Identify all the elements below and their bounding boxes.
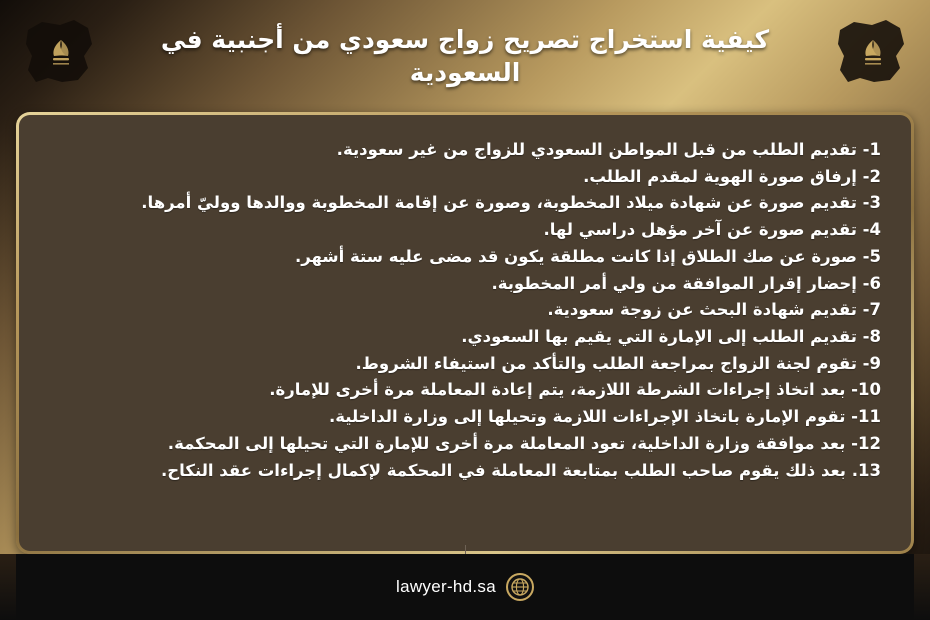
list-item: 10- بعد اتخاذ إجراءات الشرطة اللازمة، يتم إعادة المعاملة مرة أخرى للإمارة. — [269, 380, 881, 400]
footer-stripe-left — [0, 554, 16, 620]
list-item: 12- بعد موافقة وزارة الداخلية، تعود المعاملة مرة أخرى للإمارة التي تحيلها إلى المحكمة. — [167, 433, 881, 453]
footer — [0, 554, 930, 620]
list-item: 7- تقديم شهادة البحث عن زوجة سعودية. — [547, 300, 881, 320]
content-panel — [19, 115, 911, 551]
divider-tick — [465, 545, 466, 554]
globe-icon — [506, 573, 534, 601]
footer-stripe-right — [914, 554, 930, 620]
list-item: 3- تقديم صورة عن شهادة ميلاد المخطوبة، وصورة عن إقامة المخطوبة ووالدها ووليّ أمرها. — [141, 193, 881, 213]
site-name: lawyer-hd.sa — [396, 577, 496, 596]
list-item: 13. بعد ذلك يقوم صاحب الطلب بمتابعة المعاملة في المحكمة لإكمال إجراءات عقد النكاح. — [161, 460, 881, 480]
list-item: 11- تقوم الإمارة باتخاذ الإجراءات اللازمة وتحيلها إلى وزارة الداخلية. — [328, 407, 881, 427]
header — [0, 0, 930, 112]
list-item: 9- تقوم لجنة الزواج بمراجعة الطلب والتأكد من استيفاء الشروط. — [355, 353, 881, 373]
list-item: 4- تقديم صورة عن آخر مؤهل دراسي لها. — [543, 220, 881, 240]
saudi-emblem-right — [834, 16, 908, 88]
saudi-emblem-left — [22, 16, 96, 88]
steps-list — [49, 137, 881, 484]
list-item: 8- تقديم الطلب إلى الإمارة التي يقيم بها السعودي. — [461, 327, 881, 347]
page-title: كيفية استخراج تصريح زواج سعودي من أجنبية في السعودية — [160, 25, 770, 87]
content-panel-frame — [16, 112, 914, 554]
list-item: 1- تقديم الطلب من قبل المواطن السعودي للزواج من غير سعودية. — [336, 140, 881, 159]
list-item: 5- صورة عن صك الطلاق إذا كانت مطلقة يكون قد مضى عليه ستة أشهر. — [294, 246, 881, 266]
list-item: 2- إرفاق صورة الهوية لمقدم الطلب. — [583, 166, 881, 186]
list-item: 6- إحضار إقرار الموافقة من ولي أمر المخطوبة. — [491, 273, 881, 293]
